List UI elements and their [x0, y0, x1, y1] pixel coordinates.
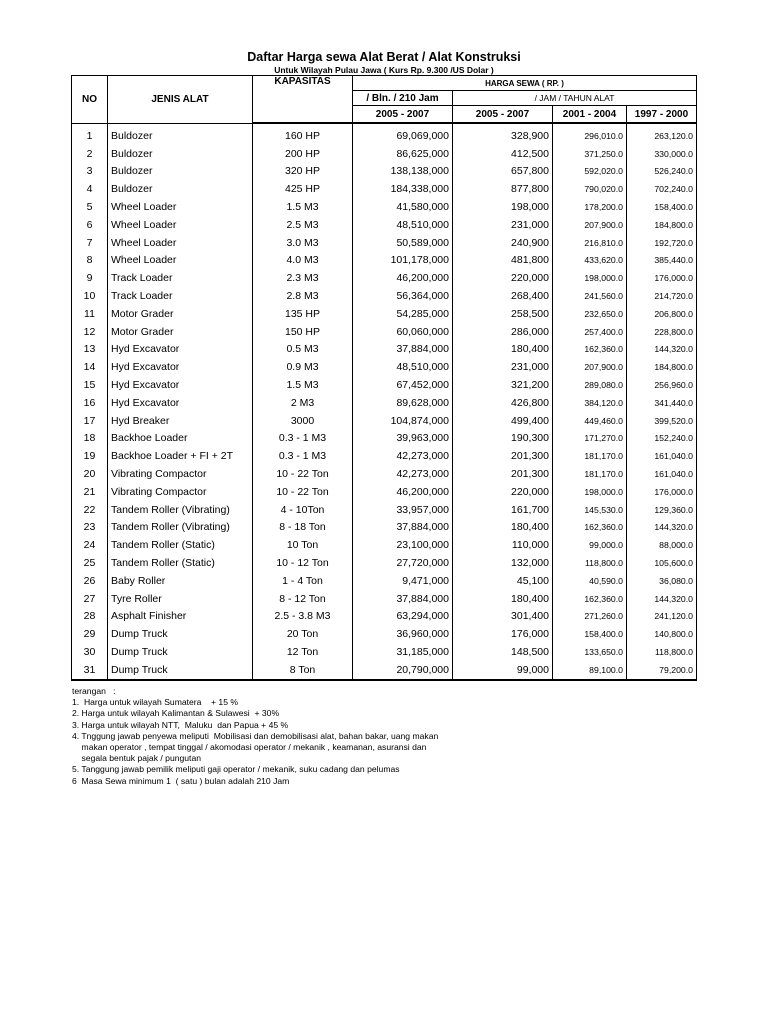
price-per-month: 39,963,000: [353, 430, 453, 448]
price-per-hour-2001-2004: 145,530.0: [553, 501, 627, 519]
note-line: makan operator , tempat tinggal / akomodasi operator / mekanik , keamanan, asuransi dan: [72, 742, 427, 753]
table-row: [72, 590, 697, 608]
price-per-hour-2001-2004: 89,100.0: [553, 661, 627, 680]
equipment-name: Motor Grader: [108, 305, 253, 323]
capacity: 10 Ton: [253, 536, 353, 554]
price-per-hour-2001-2004: 198,000.0: [553, 483, 627, 501]
capacity: 1.5 M3: [253, 198, 353, 216]
note-line: segala bentuk pajak / pungutan: [72, 753, 202, 764]
price-per-hour-2001-2004: 790,020.0: [553, 180, 627, 198]
note-line: 4. Tnggung jawab penyewa meliputi Mobilisasi dan demobilisasi alat, bahan bakar, uang makan: [72, 730, 439, 741]
row-number: 6: [72, 216, 108, 234]
table-row: [72, 519, 697, 537]
equipment-name: Tandem Roller (Vibrating): [108, 519, 253, 537]
equipment-name: Backhoe Loader: [108, 430, 253, 448]
price-per-hour-1997-2000: 158,400.0: [627, 198, 697, 216]
price-per-hour-2001-2004: 99,000.0: [553, 536, 627, 554]
capacity: 150 HP: [253, 323, 353, 341]
table-row: [72, 412, 697, 430]
price-per-hour-2001-2004: 271,260.0: [553, 608, 627, 626]
row-number: 26: [72, 572, 108, 590]
equipment-name: Hyd Excavator: [108, 341, 253, 359]
price-per-hour-2001-2004: 241,560.0: [553, 287, 627, 305]
price-per-hour-2005-2007: 220,000: [453, 269, 553, 287]
price-per-hour-1997-2000: 161,040.0: [627, 465, 697, 483]
header-kapasitas: KAPASITAS: [253, 76, 353, 91]
capacity: 0.3 - 1 M3: [253, 447, 353, 465]
price-per-month: 20,790,000: [353, 661, 453, 680]
page-title: Daftar Harga sewa Alat Berat / Alat Konstruksi: [247, 50, 521, 64]
price-per-month: 50,589,000: [353, 234, 453, 252]
equipment-name: Vibrating Compactor: [108, 465, 253, 483]
table-row: [72, 163, 697, 181]
price-per-month: 37,884,000: [353, 519, 453, 537]
table-row: [72, 145, 697, 163]
price-per-month: 42,273,000: [353, 447, 453, 465]
price-per-hour-2005-2007: 412,500: [453, 145, 553, 163]
row-number: 24: [72, 536, 108, 554]
price-per-hour-1997-2000: 88,000.0: [627, 536, 697, 554]
price-per-hour-1997-2000: 144,320.0: [627, 519, 697, 537]
capacity: 10 - 12 Ton: [253, 554, 353, 572]
equipment-name: Buldozer: [108, 123, 253, 145]
price-per-hour-1997-2000: 330,000.0: [627, 145, 697, 163]
row-number: 27: [72, 590, 108, 608]
equipment-name: Track Loader: [108, 269, 253, 287]
capacity: 20 Ton: [253, 625, 353, 643]
note-line: 2. Harga untuk wilayah Kalimantan & Sulawesi + 30%: [72, 708, 280, 719]
header-year-1: 2005 - 2007: [453, 106, 553, 124]
price-per-hour-1997-2000: 341,440.0: [627, 394, 697, 412]
price-per-hour-1997-2000: 144,320.0: [627, 590, 697, 608]
row-number: 13: [72, 341, 108, 359]
capacity: 425 HP: [253, 180, 353, 198]
price-per-hour-2005-2007: 268,400: [453, 287, 553, 305]
price-per-hour-2005-2007: 499,400: [453, 412, 553, 430]
table-row: [72, 394, 697, 412]
price-per-hour-2005-2007: 481,800: [453, 252, 553, 270]
capacity: 1 - 4 Ton: [253, 572, 353, 590]
capacity: 2.5 M3: [253, 216, 353, 234]
table-row: [72, 180, 697, 198]
table-row: [72, 287, 697, 305]
table-row: [72, 608, 697, 626]
capacity: 200 HP: [253, 145, 353, 163]
price-per-hour-2005-2007: 161,700: [453, 501, 553, 519]
price-per-hour-2001-2004: 178,200.0: [553, 198, 627, 216]
capacity: 135 HP: [253, 305, 353, 323]
row-number: 28: [72, 608, 108, 626]
equipment-name: Buldozer: [108, 180, 253, 198]
price-per-hour-1997-2000: 526,240.0: [627, 163, 697, 181]
table-row: [72, 305, 697, 323]
price-per-hour-2001-2004: 162,360.0: [553, 590, 627, 608]
price-per-hour-2005-2007: 180,400: [453, 341, 553, 359]
price-per-month: 33,957,000: [353, 501, 453, 519]
note-line: 5. Tanggung jawab pemilik meliputi gaji operator / mekanik, suku cadang dan pelumas: [72, 764, 400, 775]
header-no: NO: [72, 76, 108, 124]
price-per-hour-2001-2004: 207,900.0: [553, 358, 627, 376]
price-per-month: 60,060,000: [353, 323, 453, 341]
price-per-hour-2001-2004: 162,360.0: [553, 519, 627, 537]
equipment-name: Asphalt Finisher: [108, 608, 253, 626]
price-per-hour-2001-2004: 158,400.0: [553, 625, 627, 643]
capacity: 2.8 M3: [253, 287, 353, 305]
table-body: [72, 123, 697, 680]
table-row: [72, 269, 697, 287]
table-row: [72, 323, 697, 341]
table-row: [72, 123, 697, 145]
price-per-hour-1997-2000: 192,720.0: [627, 234, 697, 252]
header-year-bln: 2005 - 2007: [353, 106, 453, 124]
capacity: 1.5 M3: [253, 376, 353, 394]
table-row: [72, 447, 697, 465]
equipment-name: Buldozer: [108, 163, 253, 181]
row-number: 2: [72, 145, 108, 163]
price-per-hour-1997-2000: 144,320.0: [627, 341, 697, 359]
capacity: 160 HP: [253, 123, 353, 145]
price-per-hour-2001-2004: 433,620.0: [553, 252, 627, 270]
price-per-hour-2005-2007: 201,300: [453, 447, 553, 465]
price-per-hour-2005-2007: 301,400: [453, 608, 553, 626]
price-per-month: 56,364,000: [353, 287, 453, 305]
price-per-hour-2001-2004: 171,270.0: [553, 430, 627, 448]
row-number: 25: [72, 554, 108, 572]
row-number: 29: [72, 625, 108, 643]
price-per-hour-2005-2007: 877,800: [453, 180, 553, 198]
price-per-month: 46,200,000: [353, 483, 453, 501]
row-number: 31: [72, 661, 108, 680]
note-line: 3. Harga untuk wilayah NTT, Maluku dan Papua + 45 %: [72, 719, 289, 730]
table-row: [72, 483, 697, 501]
price-per-hour-1997-2000: 241,120.0: [627, 608, 697, 626]
table-row: [72, 358, 697, 376]
row-number: 3: [72, 163, 108, 181]
price-per-hour-2001-2004: 449,460.0: [553, 412, 627, 430]
capacity: 2.3 M3: [253, 269, 353, 287]
price-per-hour-2001-2004: 198,000.0: [553, 269, 627, 287]
price-per-hour-2005-2007: 180,400: [453, 590, 553, 608]
price-per-hour-1997-2000: 129,360.0: [627, 501, 697, 519]
price-per-hour-1997-2000: 118,800.0: [627, 643, 697, 661]
price-per-month: 138,138,000: [353, 163, 453, 181]
price-per-month: 48,510,000: [353, 216, 453, 234]
price-per-hour-2005-2007: 180,400: [453, 519, 553, 537]
price-per-hour-1997-2000: 36,080.0: [627, 572, 697, 590]
row-number: 15: [72, 376, 108, 394]
price-per-hour-2005-2007: 110,000: [453, 536, 553, 554]
header-kapasitas-blank: [253, 91, 353, 124]
price-per-month: 54,285,000: [353, 305, 453, 323]
price-per-month: 41,580,000: [353, 198, 453, 216]
capacity: 320 HP: [253, 163, 353, 181]
price-per-hour-2001-2004: 371,250.0: [553, 145, 627, 163]
row-number: 20: [72, 465, 108, 483]
row-number: 10: [72, 287, 108, 305]
price-per-hour-2005-2007: 231,000: [453, 358, 553, 376]
table-row: [72, 341, 697, 359]
header-jenis-alat: JENIS ALAT: [108, 76, 253, 124]
capacity: 10 - 22 Ton: [253, 483, 353, 501]
price-per-month: 42,273,000: [353, 465, 453, 483]
price-per-hour-2005-2007: 198,000: [453, 198, 553, 216]
capacity: 2 M3: [253, 394, 353, 412]
price-per-month: 23,100,000: [353, 536, 453, 554]
price-per-hour-1997-2000: 105,600.0: [627, 554, 697, 572]
table-row: [72, 501, 697, 519]
price-per-hour-2001-2004: 296,010.0: [553, 123, 627, 145]
equipment-name: Tandem Roller (Static): [108, 554, 253, 572]
row-number: 4: [72, 180, 108, 198]
row-number: 14: [72, 358, 108, 376]
row-number: 11: [72, 305, 108, 323]
capacity: 0.3 - 1 M3: [253, 430, 353, 448]
equipment-name: Wheel Loader: [108, 216, 253, 234]
price-per-month: 69,069,000: [353, 123, 453, 145]
table-row: [72, 198, 697, 216]
row-number: 9: [72, 269, 108, 287]
price-per-hour-2001-2004: 384,120.0: [553, 394, 627, 412]
price-per-hour-2001-2004: 257,400.0: [553, 323, 627, 341]
equipment-name: Backhoe Loader + FI + 2T: [108, 447, 253, 465]
table-row: [72, 216, 697, 234]
row-number: 16: [72, 394, 108, 412]
price-per-hour-2005-2007: 176,000: [453, 625, 553, 643]
price-per-hour-1997-2000: 184,800.0: [627, 358, 697, 376]
capacity: 4 - 10Ton: [253, 501, 353, 519]
table-row: [72, 661, 697, 680]
price-per-hour-2005-2007: 321,200: [453, 376, 553, 394]
capacity: 3000: [253, 412, 353, 430]
price-per-hour-2005-2007: 201,300: [453, 465, 553, 483]
table-row: [72, 376, 697, 394]
equipment-name: Wheel Loader: [108, 252, 253, 270]
price-per-hour-2001-2004: 133,650.0: [553, 643, 627, 661]
price-per-month: 9,471,000: [353, 572, 453, 590]
capacity: 10 - 22 Ton: [253, 465, 353, 483]
price-per-hour-2005-2007: 328,900: [453, 123, 553, 145]
price-per-hour-2005-2007: 240,900: [453, 234, 553, 252]
equipment-name: Motor Grader: [108, 323, 253, 341]
header-year-3: 1997 - 2000: [627, 106, 697, 124]
price-per-month: 86,625,000: [353, 145, 453, 163]
row-number: 18: [72, 430, 108, 448]
row-number: 7: [72, 234, 108, 252]
price-per-hour-2001-2004: 207,900.0: [553, 216, 627, 234]
row-number: 19: [72, 447, 108, 465]
table-row: [72, 625, 697, 643]
price-per-hour-1997-2000: 399,520.0: [627, 412, 697, 430]
equipment-name: Hyd Excavator: [108, 358, 253, 376]
price-per-month: 36,960,000: [353, 625, 453, 643]
header-harga-sewa: HARGA SEWA ( RP. ): [353, 76, 697, 91]
equipment-name: Tandem Roller (Static): [108, 536, 253, 554]
price-per-hour-2005-2007: 190,300: [453, 430, 553, 448]
price-per-hour-2005-2007: 231,000: [453, 216, 553, 234]
price-per-month: 63,294,000: [353, 608, 453, 626]
price-per-month: 37,884,000: [353, 590, 453, 608]
price-per-hour-1997-2000: 228,800.0: [627, 323, 697, 341]
price-per-hour-2005-2007: 220,000: [453, 483, 553, 501]
price-per-month: 46,200,000: [353, 269, 453, 287]
table-row: [72, 536, 697, 554]
price-per-month: 101,178,000: [353, 252, 453, 270]
note-line: 1. Harga untuk wilayah Sumatera + 15 %: [72, 697, 238, 708]
row-number: 1: [72, 123, 108, 145]
row-number: 8: [72, 252, 108, 270]
price-per-hour-2005-2007: 258,500: [453, 305, 553, 323]
price-per-month: 184,338,000: [353, 180, 453, 198]
price-per-hour-2001-2004: 162,360.0: [553, 341, 627, 359]
row-number: 30: [72, 643, 108, 661]
price-per-month: 89,628,000: [353, 394, 453, 412]
price-per-hour-2001-2004: 118,800.0: [553, 554, 627, 572]
row-number: 5: [72, 198, 108, 216]
price-per-hour-2001-2004: 289,080.0: [553, 376, 627, 394]
capacity: 3.0 M3: [253, 234, 353, 252]
equipment-name: Dump Truck: [108, 661, 253, 680]
table-row: [72, 234, 697, 252]
capacity: 8 Ton: [253, 661, 353, 680]
price-table: [71, 75, 697, 681]
equipment-name: Track Loader: [108, 287, 253, 305]
row-number: 17: [72, 412, 108, 430]
price-per-month: 31,185,000: [353, 643, 453, 661]
capacity: 4.0 M3: [253, 252, 353, 270]
price-per-hour-2005-2007: 286,000: [453, 323, 553, 341]
price-per-month: 67,452,000: [353, 376, 453, 394]
row-number: 21: [72, 483, 108, 501]
equipment-name: Hyd Breaker: [108, 412, 253, 430]
price-per-hour-2001-2004: 181,170.0: [553, 447, 627, 465]
price-per-hour-2005-2007: 148,500: [453, 643, 553, 661]
row-number: 23: [72, 519, 108, 537]
equipment-name: Vibrating Compactor: [108, 483, 253, 501]
notes-section: [72, 686, 438, 787]
price-per-hour-2005-2007: 132,000: [453, 554, 553, 572]
price-per-hour-1997-2000: 140,800.0: [627, 625, 697, 643]
table-row: [72, 572, 697, 590]
price-per-hour-1997-2000: 152,240.0: [627, 430, 697, 448]
price-per-month: 27,720,000: [353, 554, 453, 572]
price-per-hour-2005-2007: 426,800: [453, 394, 553, 412]
price-per-hour-1997-2000: 176,000.0: [627, 483, 697, 501]
capacity: 0.9 M3: [253, 358, 353, 376]
equipment-name: Tyre Roller: [108, 590, 253, 608]
equipment-name: Tandem Roller (Vibrating): [108, 501, 253, 519]
table-row: [72, 643, 697, 661]
capacity: 2.5 - 3.8 M3: [253, 608, 353, 626]
equipment-name: Hyd Excavator: [108, 376, 253, 394]
price-per-month: 48,510,000: [353, 358, 453, 376]
price-per-hour-2001-2004: 181,170.0: [553, 465, 627, 483]
equipment-name: Baby Roller: [108, 572, 253, 590]
price-per-hour-2001-2004: 592,020.0: [553, 163, 627, 181]
price-per-hour-1997-2000: 263,120.0: [627, 123, 697, 145]
price-per-hour-2001-2004: 40,590.0: [553, 572, 627, 590]
table-row: [72, 252, 697, 270]
note-line: 6 Masa Sewa minimum 1 ( satu ) bulan adalah 210 Jam: [72, 775, 290, 786]
note-line: terangan :: [72, 686, 116, 696]
price-per-hour-1997-2000: 206,800.0: [627, 305, 697, 323]
price-per-hour-2005-2007: 657,800: [453, 163, 553, 181]
equipment-name: Hyd Excavator: [108, 394, 253, 412]
header-per-jam: / JAM / TAHUN ALAT: [453, 91, 697, 106]
price-per-hour-2001-2004: 232,650.0: [553, 305, 627, 323]
table-row: [72, 465, 697, 483]
header-per-bulan: / Bln. / 210 Jam: [353, 91, 453, 106]
equipment-name: Wheel Loader: [108, 234, 253, 252]
price-per-hour-1997-2000: 214,720.0: [627, 287, 697, 305]
header-year-2: 2001 - 2004: [553, 106, 627, 124]
capacity: 0.5 M3: [253, 341, 353, 359]
table-row: [72, 554, 697, 572]
equipment-name: Wheel Loader: [108, 198, 253, 216]
row-number: 22: [72, 501, 108, 519]
capacity: 8 - 18 Ton: [253, 519, 353, 537]
price-per-hour-1997-2000: 79,200.0: [627, 661, 697, 680]
page-subtitle: Untuk Wilayah Pulau Jawa ( Kurs Rp. 9.300 /US Dolar ): [274, 65, 494, 75]
table-row: [72, 430, 697, 448]
equipment-name: Dump Truck: [108, 643, 253, 661]
capacity: 12 Ton: [253, 643, 353, 661]
price-per-hour-1997-2000: 184,800.0: [627, 216, 697, 234]
price-per-hour-1997-2000: 385,440.0: [627, 252, 697, 270]
price-per-hour-1997-2000: 161,040.0: [627, 447, 697, 465]
price-per-hour-2001-2004: 216,810.0: [553, 234, 627, 252]
price-per-hour-2005-2007: 99,000: [453, 661, 553, 680]
price-per-hour-1997-2000: 256,960.0: [627, 376, 697, 394]
equipment-name: Dump Truck: [108, 625, 253, 643]
capacity: 8 - 12 Ton: [253, 590, 353, 608]
price-per-hour-2005-2007: 45,100: [453, 572, 553, 590]
price-per-hour-1997-2000: 702,240.0: [627, 180, 697, 198]
price-per-hour-1997-2000: 176,000.0: [627, 269, 697, 287]
price-per-month: 104,874,000: [353, 412, 453, 430]
row-number: 12: [72, 323, 108, 341]
price-per-month: 37,884,000: [353, 341, 453, 359]
equipment-name: Buldozer: [108, 145, 253, 163]
